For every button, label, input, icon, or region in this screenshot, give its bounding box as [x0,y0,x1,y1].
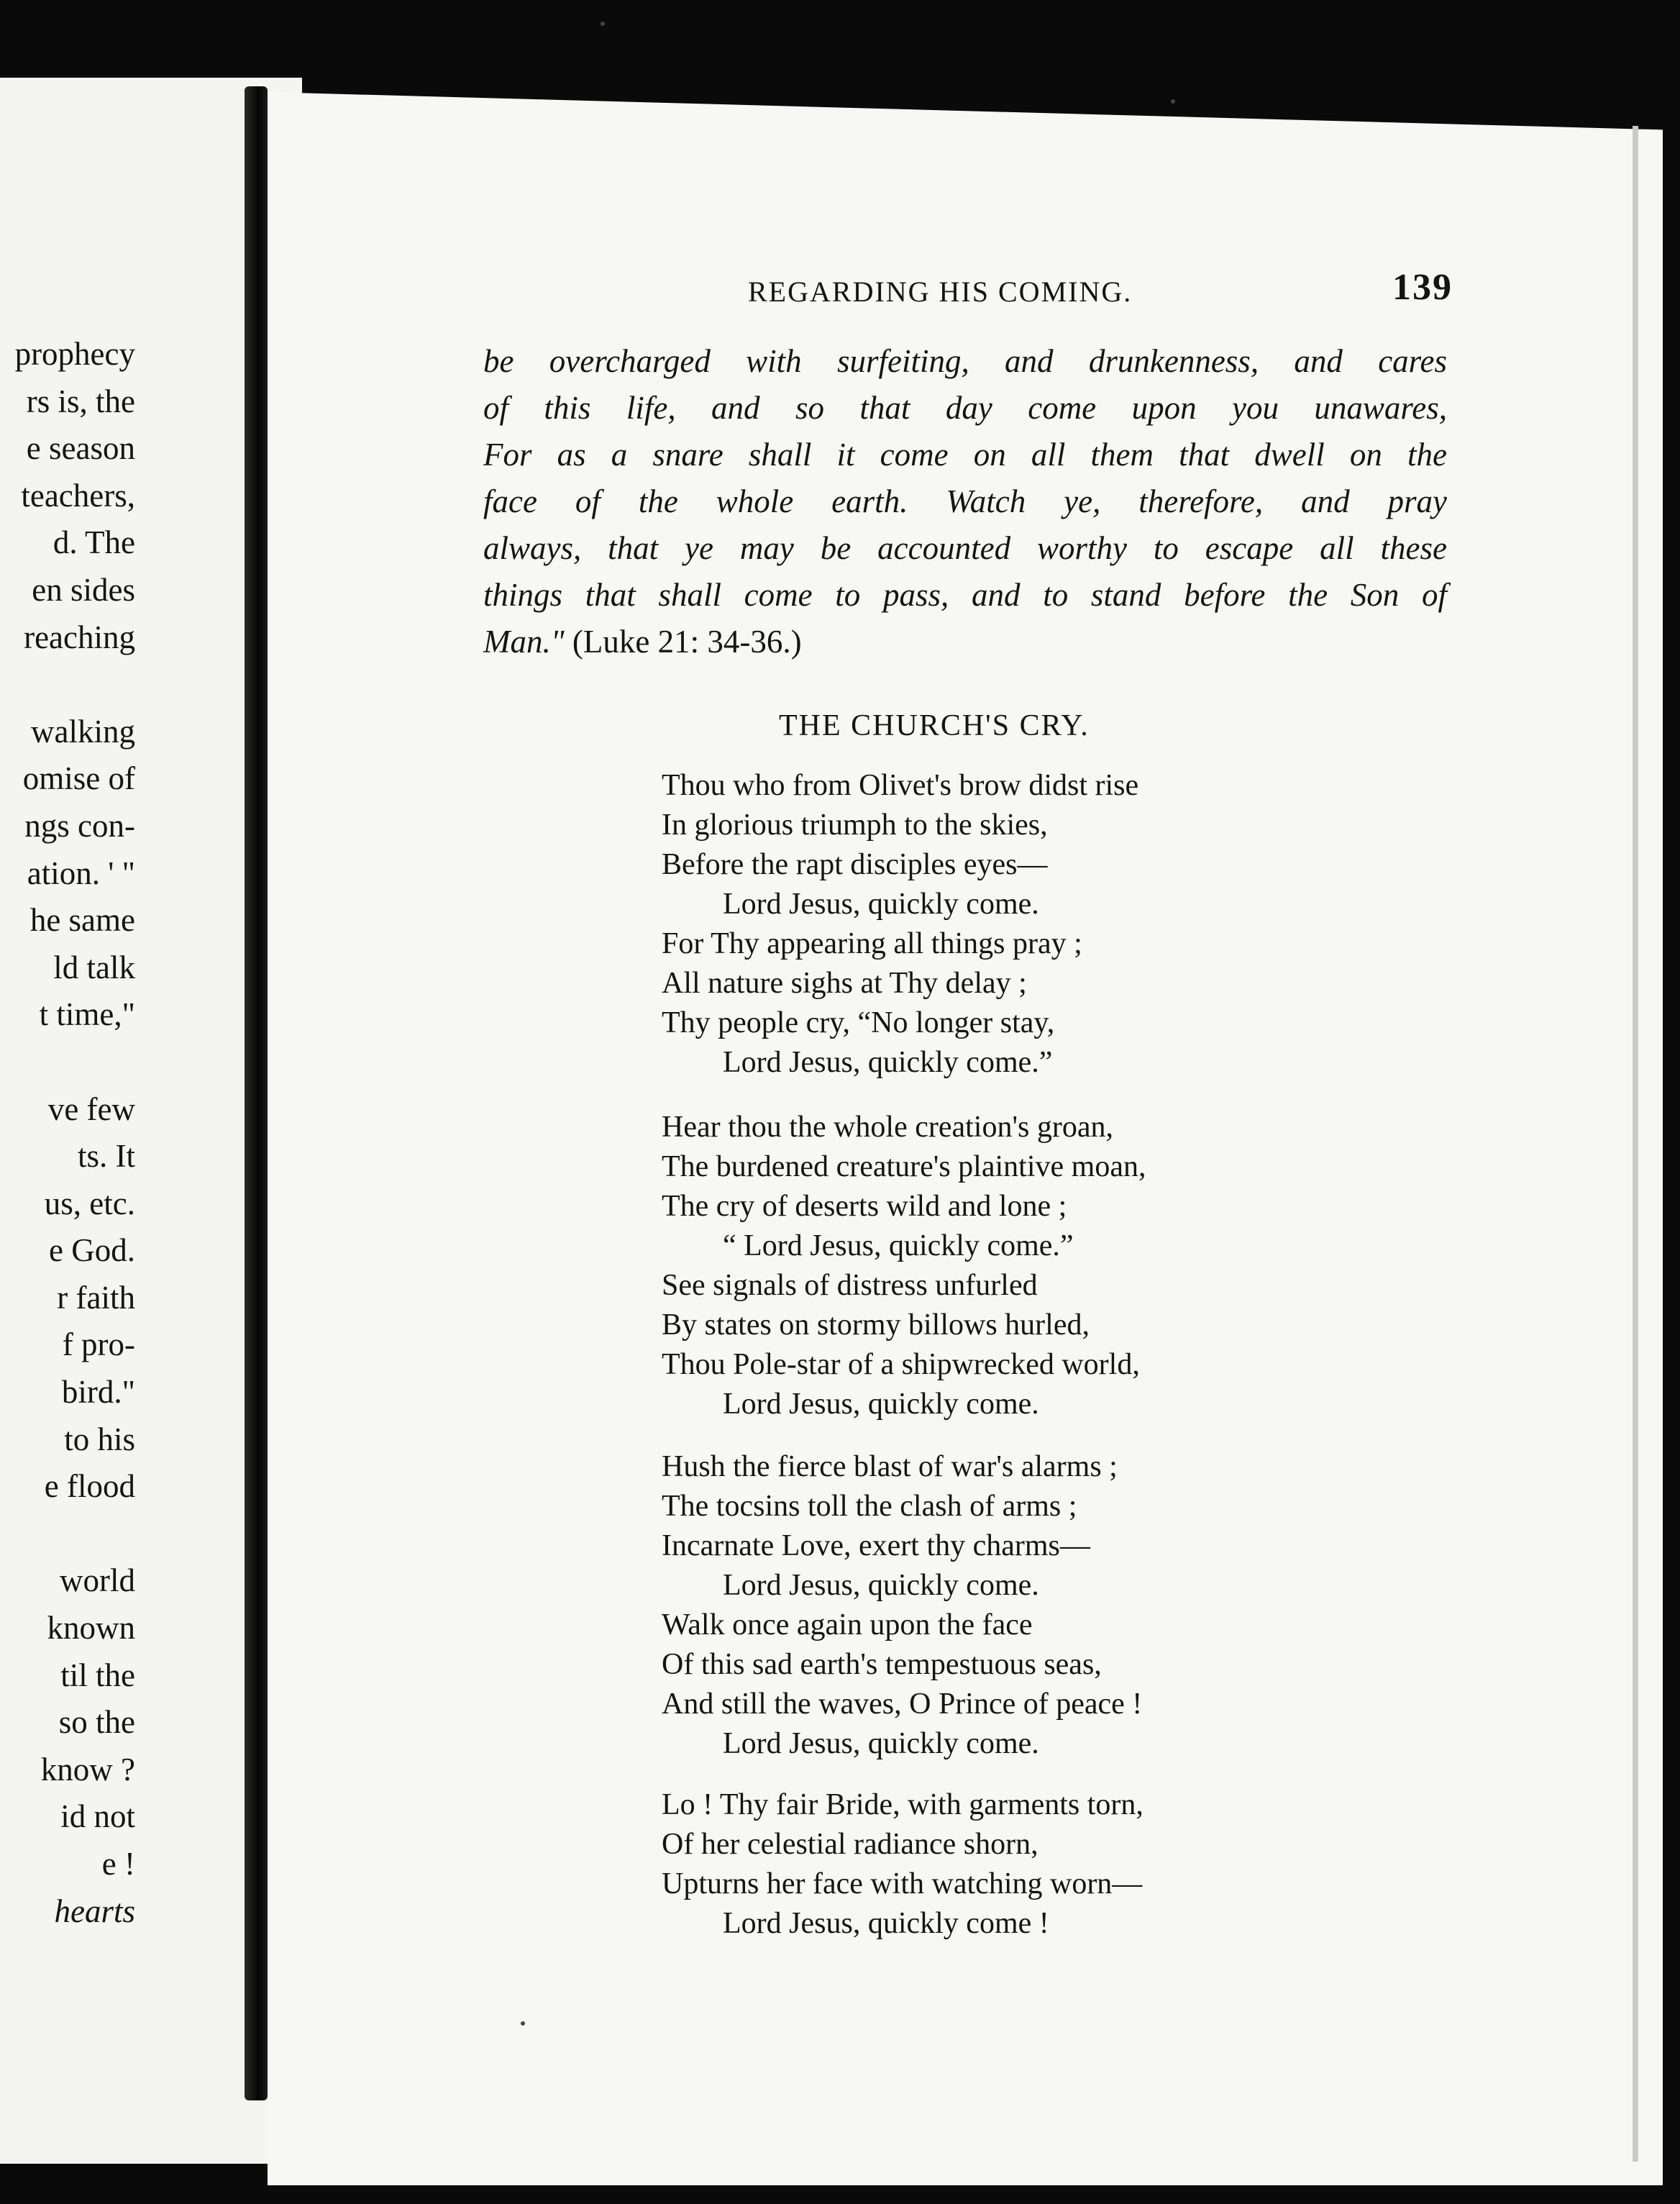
poem-line: For Thy appearing all things pray ; [662,927,1082,960]
poem-line: All nature sighs at Thy delay ; [662,967,1027,1000]
left-line: ation. ' " [27,855,135,891]
left-line: he same [29,902,135,939]
left-line: t time," [39,996,135,1033]
scripture-quote [483,338,1447,665]
left-line: so the [58,1704,135,1741]
poem-line: The tocsins toll the clash of arms ; [662,1490,1077,1523]
poem-line: The cry of deserts wild and lone ; [662,1190,1067,1223]
poem-line: Of this sad earth's tempestuous seas, [662,1648,1102,1681]
left-line: bird." [61,1374,135,1411]
poem-line: Upturns her face with watching worn— [662,1867,1143,1900]
left-line: d. The [52,524,135,561]
poem-line: Thy people cry, “No longer stay, [662,1006,1055,1039]
poem-line: In glorious triumph to the skies, [662,809,1048,842]
left-line: e season [26,430,135,467]
poem-line: Incarnate Love, exert thy charms— [662,1529,1090,1562]
left-line: ngs con- [24,807,135,844]
left-line: rs is, the [26,383,135,419]
poem-line: Before the rapt disciples eyes— [662,848,1048,881]
left-line: omise of [22,760,135,797]
left-line: us, etc. [44,1185,135,1221]
quote-line: things that shall come to pass, and to stand before the Son of [483,577,1447,613]
scan-speck [601,22,605,26]
quote-line: be overcharged with surfeiting, and drunkenness, and cares [483,343,1447,379]
poem-line: Thou Pole-star of a shipwrecked world, [662,1348,1140,1381]
left-line: teachers, [21,477,135,514]
poem-refrain: Lord Jesus, quickly come. [723,1569,1039,1602]
left-line: ts. It [77,1138,135,1175]
poem-line: Thou who from Olivet's brow didst rise [662,769,1139,802]
scan-speck [521,2021,525,2026]
left-line: r faith [57,1279,135,1316]
page-header [748,266,1453,317]
poem-line: See signals of distress unfurled [662,1269,1038,1302]
quote-line: always, that ye may be accounted worthy to escape all these [483,530,1447,566]
scan-speck [1171,99,1175,104]
quote-line: For as a snare shall it come on all them that dwell on the [483,437,1447,473]
left-line: e ! [101,1846,135,1882]
left-line: e God. [49,1232,135,1269]
left-line: to his [64,1421,135,1457]
left-line: til the [60,1657,135,1693]
left-line [0,1511,135,1558]
running-title: REGARDING HIS COMING. [748,276,1133,308]
poem-refrain: Lord Jesus, quickly come. [723,1727,1039,1760]
quote-last-line [483,619,1447,665]
left-line: world [60,1562,135,1599]
poem-refrain: Lord Jesus, quickly come ! [723,1907,1049,1940]
quote-line: face of the whole earth. Watch ye, therefore, and pray [483,483,1447,519]
left-line: ve few [47,1090,135,1127]
poem-line: Walk once again upon the face [662,1608,1033,1641]
left-line: prophecy [14,336,135,372]
poem-line: Lo ! Thy fair Bride, with garments torn, [662,1788,1143,1821]
stanza-2 [662,1108,1309,1424]
quote-line: of this life, and so that day come upon you unawares, [483,390,1447,426]
left-line: f pro- [62,1326,135,1363]
left-line: know ? [40,1751,135,1788]
left-line: e flood [44,1468,135,1505]
left-line [0,661,135,709]
left-line: walking [31,713,135,750]
poem-line: And still the waves, O Prince of peace ! [662,1688,1143,1721]
left-line: hearts [54,1893,135,1929]
stanza-1 [662,766,1309,1083]
left-line: en sides [32,571,135,608]
page-edge [1633,126,1638,2162]
book-spine [245,86,268,2100]
poem-line: Of her celestial radiance shorn, [662,1828,1038,1861]
stanza-3 [662,1447,1309,1764]
quote-end: Man." [483,624,565,660]
poem-line: Hear thou the whole creation's groan, [662,1111,1114,1144]
left-line: reaching [24,619,135,655]
poem-refrain: Lord Jesus, quickly come. [723,888,1039,921]
citation: (Luke 21: 34-36.) [572,624,802,660]
poem-refrain: “ Lord Jesus, quickly come.” [723,1229,1074,1262]
poem-line: By states on stormy billows hurled, [662,1308,1090,1342]
left-page-text [0,331,135,1935]
poem-refrain: Lord Jesus, quickly come.” [723,1046,1053,1079]
left-line [0,1039,135,1086]
left-line: known [47,1610,135,1647]
poem-title: THE CHURCH'S CRY. [779,709,1090,742]
poem-line: The burdened creature's plaintive moan, [662,1150,1146,1183]
left-line: ld talk [53,949,135,985]
page-number: 139 [1392,267,1453,308]
left-line: id not [60,1798,135,1835]
stanza-4 [662,1785,1309,1944]
poem-refrain: Lord Jesus, quickly come. [723,1388,1039,1421]
poem-line: Hush the fierce blast of war's alarms ; [662,1450,1118,1483]
